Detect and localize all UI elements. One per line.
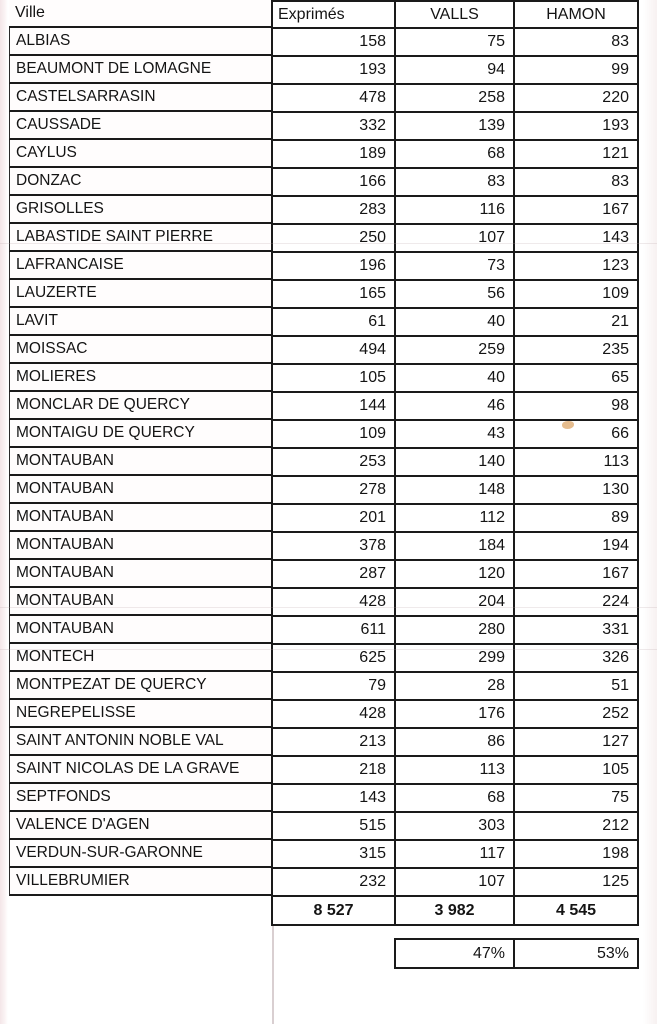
table-row (272, 364, 638, 392)
cell-exprimes: 287 (272, 560, 395, 588)
total-exprimes: 8 527 (272, 896, 395, 925)
ville-cell: MONTPEZAT DE QUERCY (9, 672, 273, 700)
cell-valls: 112 (395, 504, 514, 532)
cell-exprimes: 378 (272, 532, 395, 560)
table-row (272, 112, 638, 140)
cell-hamon: 143 (514, 224, 638, 252)
ville-cell: ALBIAS (9, 28, 273, 56)
cell-hamon: 121 (514, 140, 638, 168)
cell-hamon: 113 (514, 448, 638, 476)
cell-hamon: 109 (514, 280, 638, 308)
ville-cell: DONZAC (9, 168, 273, 196)
cell-valls: 73 (395, 252, 514, 280)
cell-exprimes: 189 (272, 140, 395, 168)
percentage-valls: 47% (395, 939, 514, 968)
percentage-row (395, 939, 638, 968)
total-valls: 3 982 (395, 896, 514, 925)
percentage-hamon: 53% (514, 939, 638, 968)
cell-exprimes: 232 (272, 868, 395, 896)
cell-valls: 204 (395, 588, 514, 616)
cell-exprimes: 253 (272, 448, 395, 476)
ville-cell: MONTAUBAN (9, 616, 273, 644)
cell-exprimes: 165 (272, 280, 395, 308)
ville-column (9, 0, 273, 896)
cell-exprimes: 315 (272, 840, 395, 868)
table-row (272, 728, 638, 756)
table-row (272, 784, 638, 812)
cell-exprimes: 196 (272, 252, 395, 280)
cell-hamon: 326 (514, 644, 638, 672)
ville-cell: CAUSSADE (9, 112, 273, 140)
cell-exprimes: 515 (272, 812, 395, 840)
cell-exprimes: 158 (272, 28, 395, 56)
cell-valls: 113 (395, 756, 514, 784)
cell-exprimes: 144 (272, 392, 395, 420)
cell-exprimes: 143 (272, 784, 395, 812)
cell-valls: 107 (395, 868, 514, 896)
cell-exprimes: 611 (272, 616, 395, 644)
cell-valls: 28 (395, 672, 514, 700)
table-row (272, 308, 638, 336)
cell-hamon: 235 (514, 336, 638, 364)
table-row (272, 756, 638, 784)
cell-valls: 116 (395, 196, 514, 224)
cell-exprimes: 79 (272, 672, 395, 700)
cell-exprimes: 250 (272, 224, 395, 252)
cell-exprimes: 278 (272, 476, 395, 504)
cell-hamon: 83 (514, 28, 638, 56)
cell-hamon: 99 (514, 56, 638, 84)
cell-hamon: 198 (514, 840, 638, 868)
cell-hamon: 125 (514, 868, 638, 896)
header-row (272, 1, 638, 28)
cell-hamon: 51 (514, 672, 638, 700)
cell-exprimes: 625 (272, 644, 395, 672)
cell-valls: 46 (395, 392, 514, 420)
totals-row (272, 896, 638, 925)
cell-hamon: 83 (514, 168, 638, 196)
ville-cell: VALENCE D'AGEN (9, 812, 273, 840)
cell-exprimes: 105 (272, 364, 395, 392)
table-row (272, 140, 638, 168)
cell-valls: 184 (395, 532, 514, 560)
column-header-exprimes: Exprimés (272, 1, 395, 28)
cell-exprimes: 61 (272, 308, 395, 336)
table-row (272, 560, 638, 588)
cell-valls: 299 (395, 644, 514, 672)
cell-exprimes: 428 (272, 700, 395, 728)
table-row (272, 644, 638, 672)
ville-cell: MOLIERES (9, 364, 273, 392)
results-number-grid (271, 0, 639, 926)
table-row (272, 84, 638, 112)
cell-hamon: 89 (514, 504, 638, 532)
column-header-valls: VALLS (395, 1, 514, 28)
cell-exprimes: 193 (272, 56, 395, 84)
cell-valls: 117 (395, 840, 514, 868)
table-row (272, 672, 638, 700)
cell-hamon: 65 (514, 364, 638, 392)
table-row (272, 504, 638, 532)
number-grid-header (272, 1, 638, 28)
cell-valls: 43 (395, 420, 514, 448)
cell-valls: 140 (395, 448, 514, 476)
cell-exprimes: 332 (272, 112, 395, 140)
cell-valls: 280 (395, 616, 514, 644)
number-grid-footer (272, 896, 638, 925)
column-header-hamon: HAMON (514, 1, 638, 28)
table-row (272, 252, 638, 280)
cell-exprimes: 283 (272, 196, 395, 224)
cell-valls: 148 (395, 476, 514, 504)
cell-valls: 94 (395, 56, 514, 84)
cell-exprimes: 109 (272, 420, 395, 448)
cell-hamon: 98 (514, 392, 638, 420)
ville-cell: VERDUN-SUR-GARONNE (9, 840, 273, 868)
cell-exprimes: 478 (272, 84, 395, 112)
cell-hamon: 21 (514, 308, 638, 336)
ville-cell: CASTELSARRASIN (9, 84, 273, 112)
table-row (272, 224, 638, 252)
ville-cell: SAINT NICOLAS DE LA GRAVE (9, 756, 273, 784)
ville-cell: LABASTIDE SAINT PIERRE (9, 224, 273, 252)
cell-hamon: 130 (514, 476, 638, 504)
ville-cell: CAYLUS (9, 140, 273, 168)
column-header-ville: Ville (9, 0, 273, 28)
cell-exprimes: 218 (272, 756, 395, 784)
cell-hamon: 75 (514, 784, 638, 812)
cell-valls: 68 (395, 140, 514, 168)
cell-hamon: 167 (514, 560, 638, 588)
cell-exprimes: 201 (272, 504, 395, 532)
cell-hamon: 212 (514, 812, 638, 840)
cell-hamon: 193 (514, 112, 638, 140)
cell-valls: 258 (395, 84, 514, 112)
cell-valls: 259 (395, 336, 514, 364)
cell-exprimes: 494 (272, 336, 395, 364)
percentage-grid (394, 938, 639, 969)
table-row (272, 168, 638, 196)
ville-cell: MONTAUBAN (9, 532, 273, 560)
cell-exprimes: 428 (272, 588, 395, 616)
cell-hamon: 167 (514, 196, 638, 224)
table-row (272, 420, 638, 448)
ville-cell: MONTAUBAN (9, 504, 273, 532)
cell-valls: 56 (395, 280, 514, 308)
ville-cell: BEAUMONT DE LOMAGNE (9, 56, 273, 84)
ville-cell: MONCLAR DE QUERCY (9, 392, 273, 420)
total-hamon: 4 545 (514, 896, 638, 925)
cell-valls: 75 (395, 28, 514, 56)
ville-cell: GRISOLLES (9, 196, 273, 224)
cell-valls: 139 (395, 112, 514, 140)
table-row (272, 588, 638, 616)
ville-cell: SAINT ANTONIN NOBLE VAL (9, 728, 273, 756)
ville-cell: VILLEBRUMIER (9, 868, 273, 896)
ville-cell: MONTAIGU DE QUERCY (9, 420, 273, 448)
cell-valls: 107 (395, 224, 514, 252)
table-row (272, 280, 638, 308)
ville-cell: NEGREPELISSE (9, 700, 273, 728)
table-row (272, 868, 638, 896)
cell-valls: 303 (395, 812, 514, 840)
table-row (272, 392, 638, 420)
ville-cell: MOISSAC (9, 336, 273, 364)
ville-cell: LAFRANCAISE (9, 252, 273, 280)
ville-cell: MONTECH (9, 644, 273, 672)
cell-valls: 68 (395, 784, 514, 812)
cell-valls: 120 (395, 560, 514, 588)
cell-hamon: 331 (514, 616, 638, 644)
cell-valls: 86 (395, 728, 514, 756)
table-row (272, 28, 638, 56)
cell-valls: 83 (395, 168, 514, 196)
cell-hamon: 127 (514, 728, 638, 756)
cell-valls: 40 (395, 308, 514, 336)
table-row (272, 476, 638, 504)
cell-hamon: 220 (514, 84, 638, 112)
cell-exprimes: 213 (272, 728, 395, 756)
table-row (272, 336, 638, 364)
cell-hamon: 66 (514, 420, 638, 448)
ville-cell: MONTAUBAN (9, 476, 273, 504)
table-row (272, 448, 638, 476)
ville-cell: MONTAUBAN (9, 448, 273, 476)
cell-hamon: 252 (514, 700, 638, 728)
ville-cell: MONTAUBAN (9, 560, 273, 588)
cell-hamon: 224 (514, 588, 638, 616)
cell-hamon: 105 (514, 756, 638, 784)
number-grid-body (272, 28, 638, 896)
cell-hamon: 194 (514, 532, 638, 560)
table-row (272, 840, 638, 868)
cell-valls: 176 (395, 700, 514, 728)
table-row (272, 196, 638, 224)
table-row (272, 812, 638, 840)
table-row (272, 616, 638, 644)
table-row (272, 532, 638, 560)
ville-cell: LAUZERTE (9, 280, 273, 308)
table-row (272, 700, 638, 728)
cell-exprimes: 166 (272, 168, 395, 196)
cell-hamon: 123 (514, 252, 638, 280)
ville-cell: SEPTFONDS (9, 784, 273, 812)
cell-valls: 40 (395, 364, 514, 392)
table-row (272, 56, 638, 84)
ville-cell: LAVIT (9, 308, 273, 336)
ville-cell: MONTAUBAN (9, 588, 273, 616)
